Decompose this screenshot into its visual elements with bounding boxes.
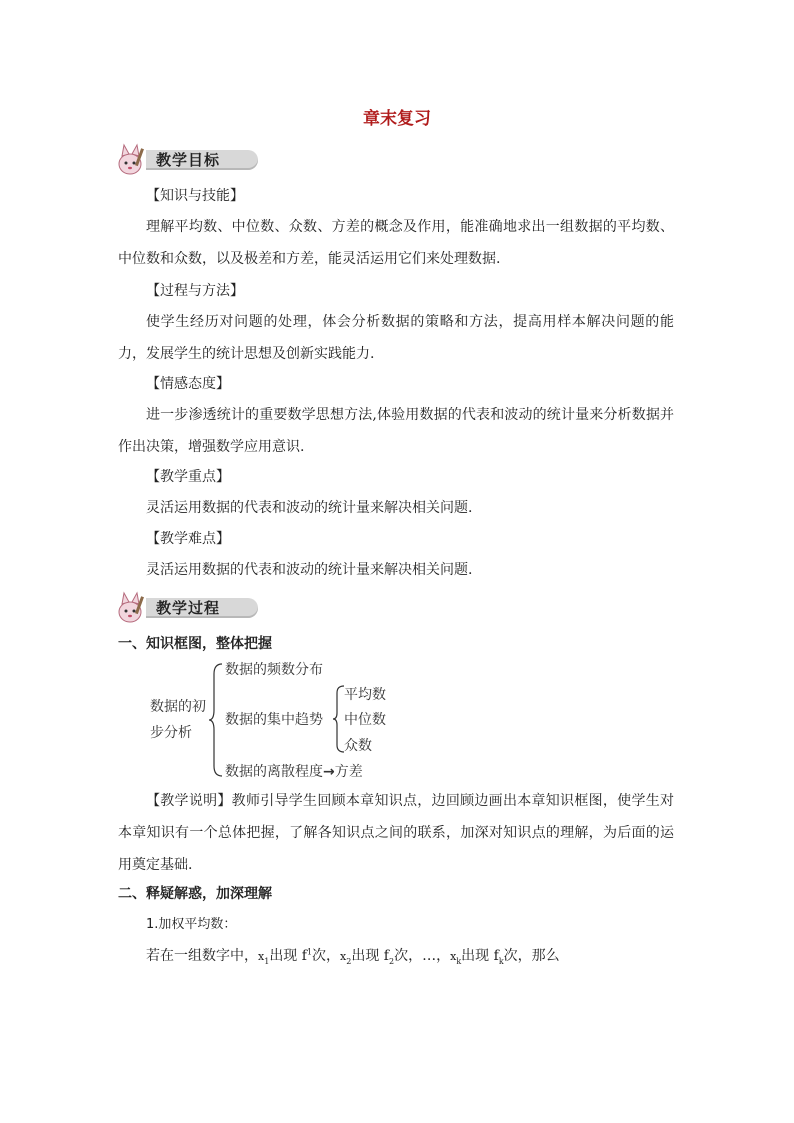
attitude-tag: 【情感态度】 — [146, 376, 230, 392]
difficult-text: 灵活运用数据的代表和波动的统计量来解决相关问题. — [146, 562, 473, 578]
teaching-note: 【教学说明】教师引导学生回顾本章知识点，边回顾边画出本章知识框图，使学生对本章知识有一个总体把握，了解各知识点之间的联系，加深对知识点的理解，为后面的运用奠定基础. — [118, 793, 674, 873]
var-f2-sub: 2 — [389, 956, 395, 966]
tree-branch3-result: 方差 — [334, 764, 363, 780]
var-x1-sub: 1 — [264, 956, 270, 966]
var-x2: x — [340, 950, 347, 963]
process-banner — [116, 596, 262, 622]
var-fk-sub: k — [498, 956, 504, 966]
tree-root-line1: 数据的初 — [150, 699, 206, 715]
key-tag: 【教学重点】 — [146, 469, 230, 485]
arrow-icon: → — [323, 764, 335, 780]
var-xk: x — [450, 950, 457, 963]
knowledge-text: 理解平均数、中位数、众数、方差的概念及作用，能准确地求出一组数据的平均数、中位数和众数，以及极差和方差，能灵活运用它们来处理数据. — [118, 219, 674, 267]
var-x1: x — [258, 950, 265, 963]
difficult-tag: 【教学难点】 — [146, 531, 230, 547]
tree-leaf-mean: 平均数 — [344, 687, 386, 703]
line-text-f: 出现 f — [461, 948, 499, 964]
page-title: 章末复习 — [363, 109, 431, 129]
tree-branch3 — [225, 761, 363, 781]
section2-heading: 二、释疑解惑，加深理解 — [118, 886, 272, 902]
line-text-e: 次，…， — [394, 948, 451, 964]
line-text-a: 若在一组数字中， — [146, 948, 258, 964]
tree-branch1: 数据的频数分布 — [225, 662, 323, 678]
weighted-mean-line — [146, 945, 560, 966]
tree-root-line2: 步分析 — [150, 725, 192, 741]
line-text-c: 次， — [312, 948, 341, 964]
line-text-d: 出现 f — [351, 948, 389, 964]
process-tag: 【过程与方法】 — [146, 283, 244, 299]
var-xk-sub: k — [456, 956, 462, 966]
item1-label: 1.加权平均数： — [146, 917, 237, 932]
objectives-banner — [116, 148, 262, 174]
banner-label: 教学目标 — [156, 151, 221, 169]
tree-branch3-label: 数据的离散程度 — [225, 764, 323, 780]
knowledge-tag: 【知识与技能】 — [146, 188, 244, 204]
key-text: 灵活运用数据的代表和波动的统计量来解决相关问题. — [146, 500, 473, 516]
tree-branch2: 数据的集中趋势 — [225, 712, 323, 728]
banner-label: 教学过程 — [156, 599, 221, 617]
main-brace-icon — [208, 662, 226, 778]
attitude-text: 进一步渗透统计的重要数学思想方法,体验用数据的代表和波动的统计量来分析数据并作出决策，增强数学应用意识. — [118, 407, 674, 455]
process-text: 使学生经历对问题的处理，体会分析数据的策略和方法，提高用样本解决问题的能力，发展学生的统计思想及创新实践能力. — [118, 314, 674, 362]
line-text-g: 次，那么 — [503, 948, 560, 964]
var-x2-sub: 2 — [346, 956, 352, 966]
section1-heading: 一、知识框图，整体把握 — [118, 636, 272, 652]
tree-leaf-median: 中位数 — [344, 712, 386, 728]
tree-leaf-mode: 众数 — [344, 738, 372, 754]
line-text-b: 出现 f — [269, 948, 307, 964]
var-f1-sup: 1 — [306, 947, 313, 957]
